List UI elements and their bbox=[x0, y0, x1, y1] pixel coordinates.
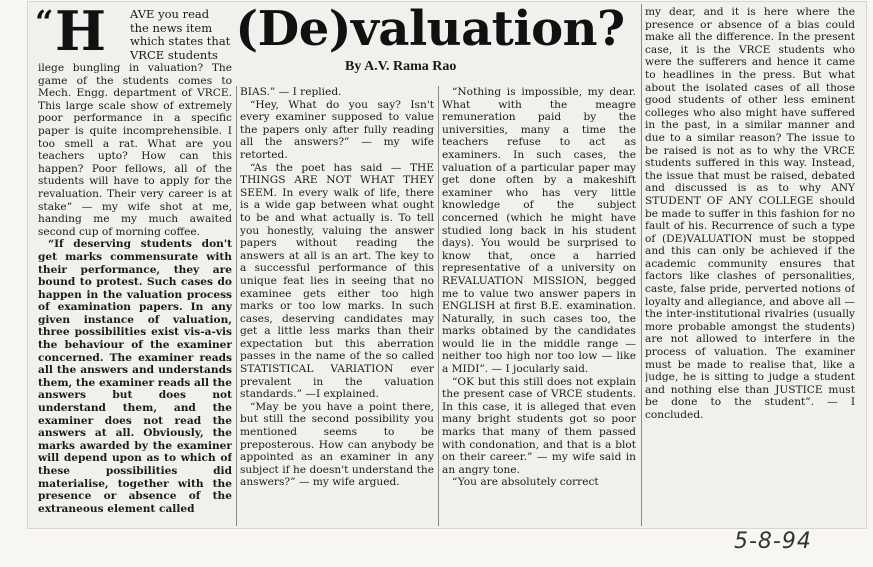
column-2 bbox=[240, 86, 434, 528]
drop-cap bbox=[35, 0, 107, 63]
column-4 bbox=[645, 6, 855, 526]
lead-line: AVE you read bbox=[130, 8, 210, 21]
paragraph: “May be you have a point there, but still the second possibility you mentioned seems to be preposterous. How can anybody be appointed as an examiner in any subject if he doesn't understand the answers?” — my wife argued. bbox=[240, 400, 434, 489]
headline: (De)valuation? bbox=[235, 1, 625, 57]
drop-cap-letter: H bbox=[55, 0, 107, 63]
lead-line: VRCE students bbox=[130, 47, 218, 62]
lead-line: which states that bbox=[130, 34, 231, 49]
paragraph: “You are absolutely correct bbox=[452, 476, 599, 489]
paragraph: “Hey, What do you say? Isn't every examiner supposed to value the papers only after fully reading all the answers?” — my wife retorted. bbox=[240, 98, 434, 161]
column-rule bbox=[438, 86, 439, 526]
lead-line: the news item bbox=[130, 20, 213, 35]
column-1 bbox=[38, 62, 232, 528]
column-rule bbox=[236, 86, 237, 526]
paragraph: “If deserving students don't get marks commensurate with their performance, they are bound to protest. Such cases do happen in the valuation process of examination papers. In any given instance of valuation, three possibilities exist vis-a-vis the behaviour of the examiner concerned. The examiner reads all the answers and understands them, the examiner reads all the answers but does not understand them, and the examiner does not read the answers at all. Obviously, the marks awarded by the examiner will depend upon as to which of these possibilities did materialise, together with the presence or absence of the extraneous element called bbox=[38, 238, 232, 515]
column-1-lead bbox=[130, 8, 232, 62]
column-rule bbox=[641, 4, 642, 526]
paragraph: my dear, and it is here where the presence or absence of a bias could make all the difference. In the present case, it is the VRCE students who were the sufferers and hence it came to headlines in the press. But what about the isolated cases of all those good students of other less eminent colleges who also might have suffered in the past, in a similar manner and due to a similar reason? The issue to be raised is not as to why the VRCE students suffered in this way. Instead, the issue that must be raised, debated and discussed is as to why ANY STUDENT OF ANY COLLEGE should be made to suffer in this fashion for no fault of his. Recurrence of such a type of (DE)VALUATION must be stopped and this can only be achieved if the academic community ensures that factors like clashes of personalities, caste, false pride, perverted notions of loyalty and allegiance, and above all — the inter-institutional rivalries (usually more probable amongst the students) are not allowed to interfere in the process of valuation. The examiner must be made to realise that, like a judge, he is sitting to judge a student and nothing else than JUSTICE must be done to the student”. — I concluded. bbox=[645, 6, 855, 421]
paragraph: ilege bungling in valuation? The game of the students comes to Mech. Engg. department of VRCE. This large scale show of extremely poor performance in a specific paper is quite incomprehensible. I too smell a rat. What are you teachers upto? How can this happen? Poor fellows, all of the students will have to apply for the revaluation. Their very career is at stake” — my wife shot at me, handing me my much awaited second cup of morning coffee. bbox=[38, 62, 232, 238]
paragraph: “OK but this still does not explain the present case of VRCE students. In this case, it is alleged that even many bright students got so poor marks that many of them passed with condonation, and that is a blot on their career.” — my wife said in an angry tone. bbox=[442, 375, 636, 476]
byline: By A.V. Rama Rao bbox=[345, 59, 457, 74]
handwritten-date: 5-8-94 bbox=[734, 529, 812, 554]
paragraph: BIAS.” — I replied. bbox=[240, 86, 342, 98]
drop-cap-quote: “ bbox=[35, 3, 54, 41]
column-3 bbox=[442, 86, 636, 528]
paragraph: “As the poet has said — THE THINGS ARE NOT WHAT THEY SEEM. In every walk of life, there is a wide gap between what ought to be and what actually is. To tell you honestly, valuing the answer papers without reading the answers at all is an art. The key to a successful performance of this unique feat lies in seeing that no examinee gets either too high marks or too low marks. In such cases, deserving candidates may get a little less marks than their expectation but this aberration passes in the name of the so called STATISTICAL VARIATION ever prevalent in the valuation standards.” —I explained. bbox=[240, 161, 434, 401]
paragraph: “Nothing is impossible, my dear. What with the meagre remuneration paid by the universities, many a time the teachers refuse to act as examiners. In such cases, the valuation of a particular paper may get done often by a makeshift examiner who has very little knowledge of the subject concerned (which he might have studied long back in his student days). You would be surprised to know that, once a harried representative of a university on REVALUATION MISSION, begged me to value two answer papers in ENGLISH at first B.E. examination. Naturally, in such cases too, the marks obtained by the candidates would lie in the middle range — neither too high nor too low — like a MIDI”. — I jocularly said. bbox=[442, 86, 636, 376]
